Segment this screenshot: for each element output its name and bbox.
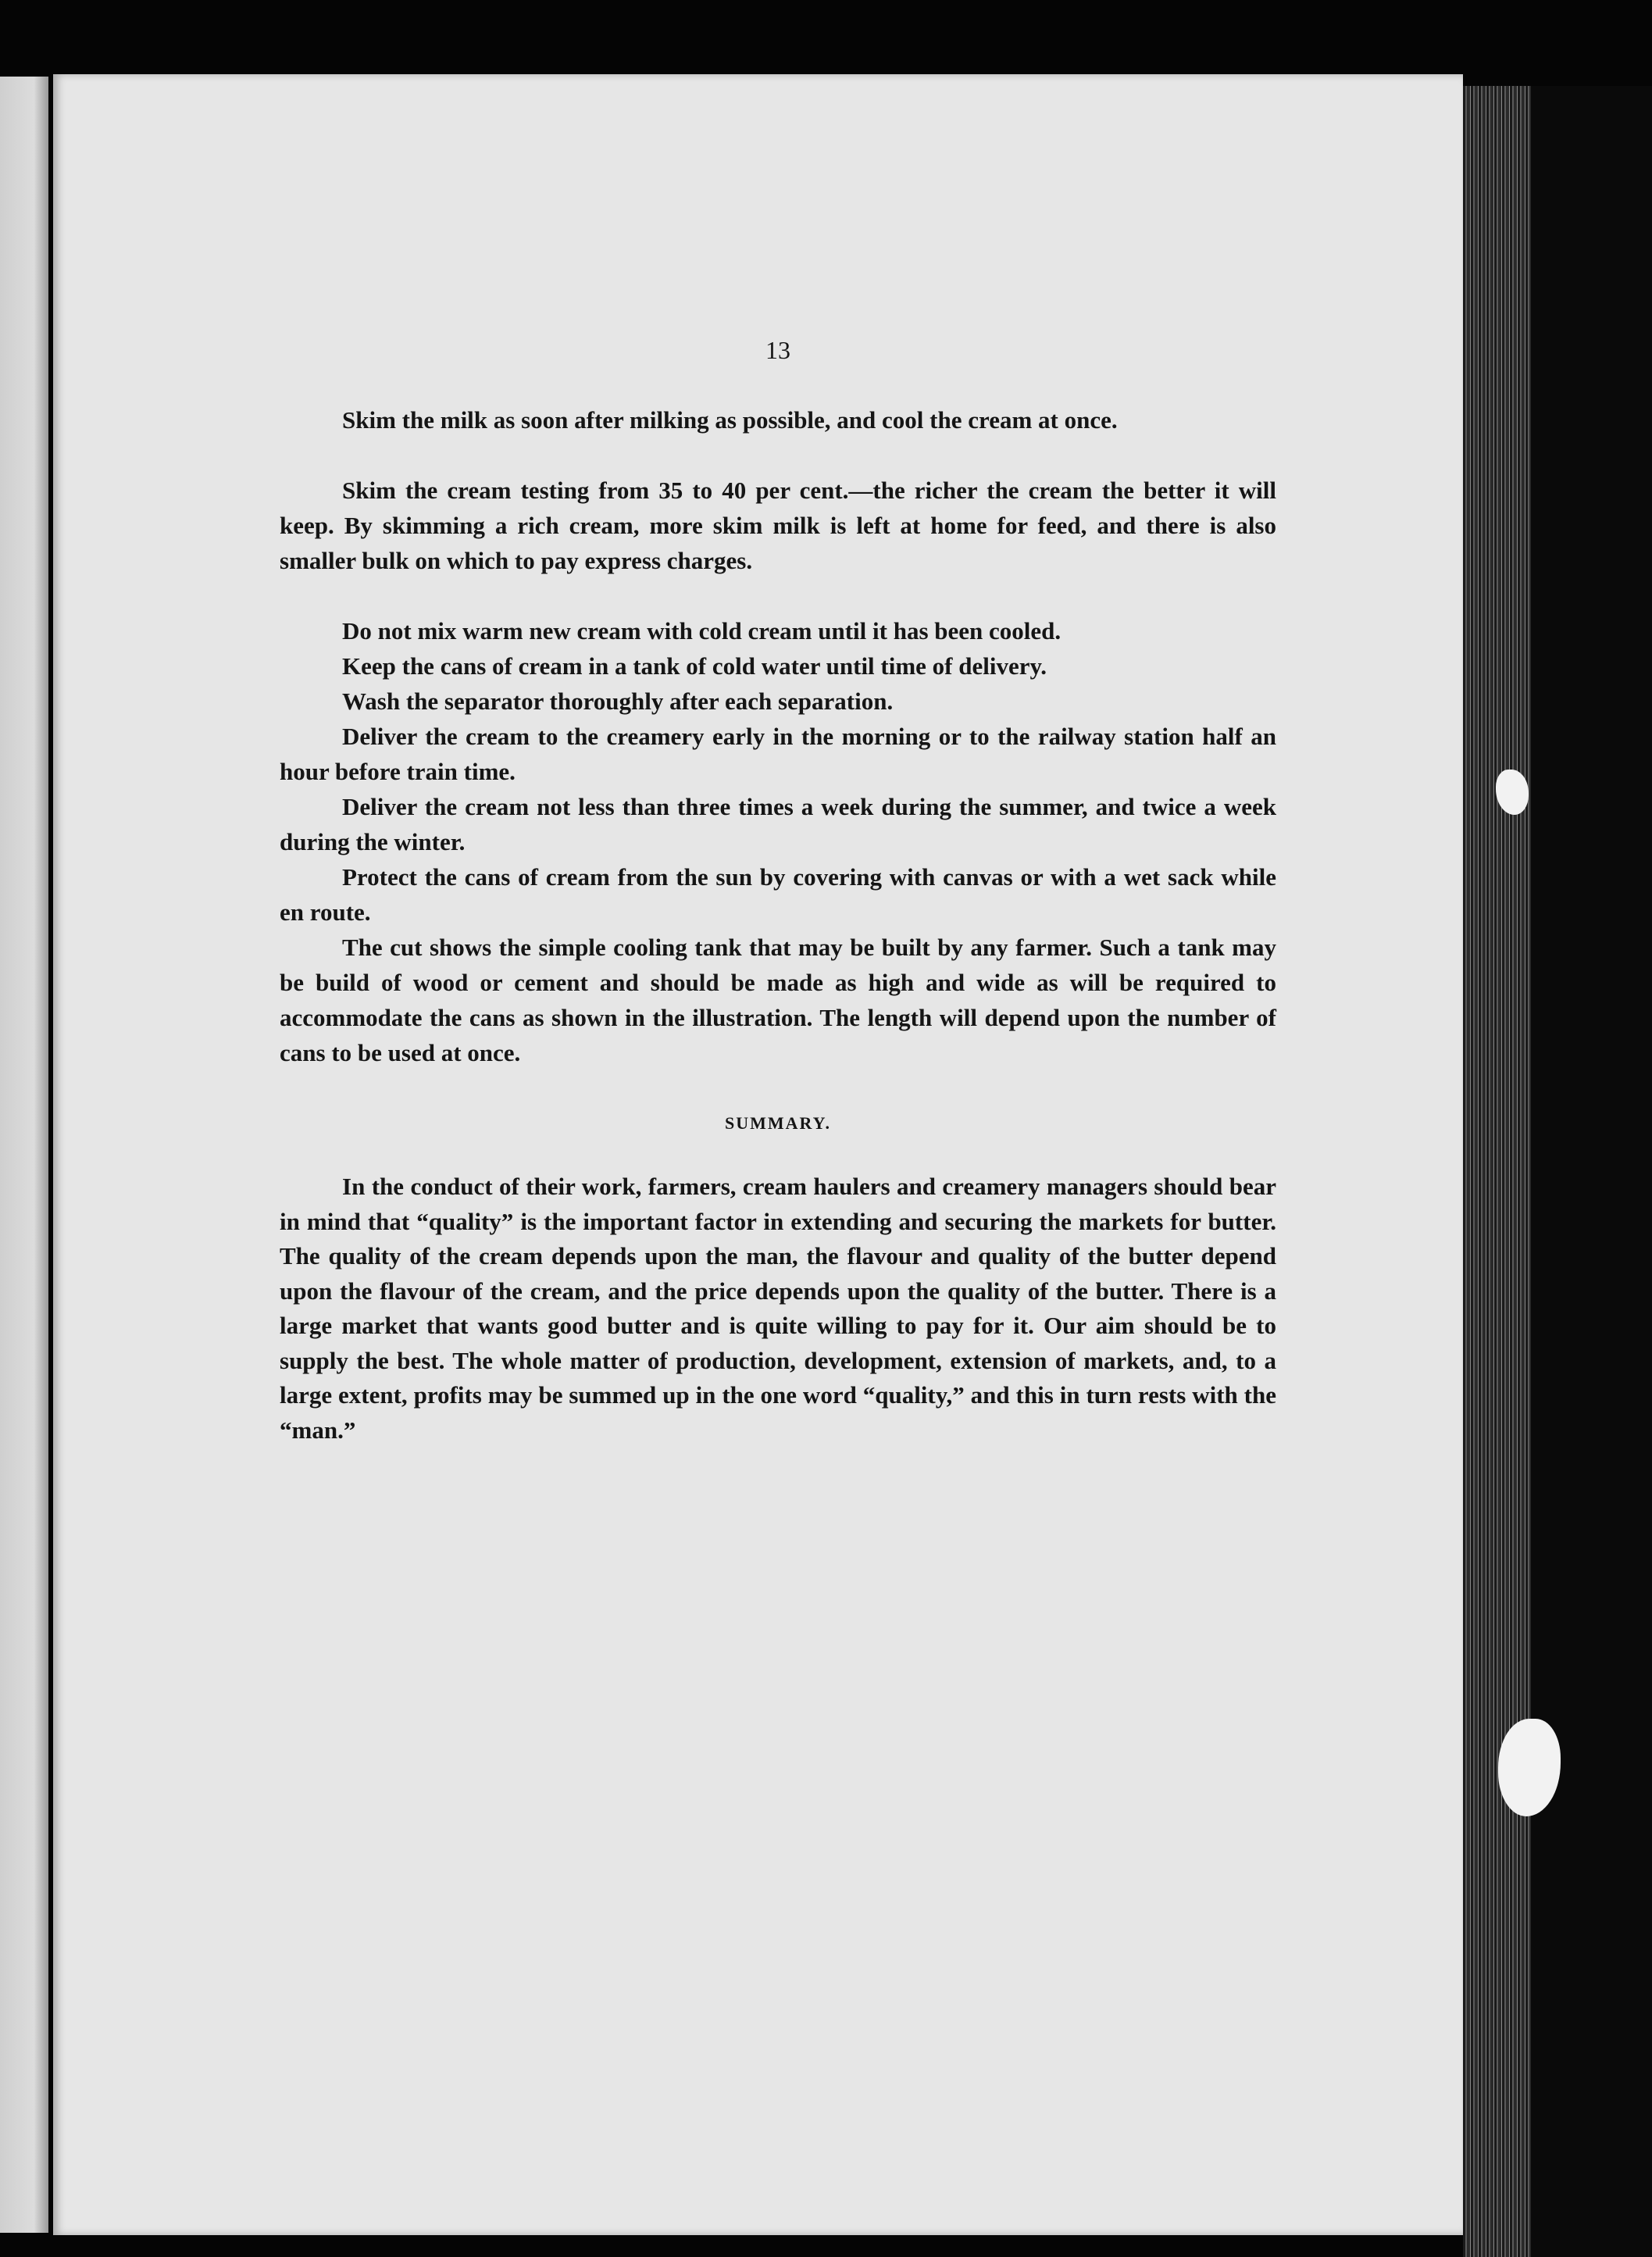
paragraph: Skim the milk as soon after milking as possible, and cool the cream at once.: [342, 406, 1118, 434]
paragraph: Deliver the cream not less than three times a week during the summer, and twice a week during the winter.: [280, 793, 1276, 855]
section-heading: SUMMARY.: [724, 1113, 832, 1133]
paragraph: Keep the cans of cream in a tank of cold water until time of delivery.: [342, 652, 1047, 680]
book-cover-shadow: [1531, 86, 1652, 2257]
paragraph: Protect the cans of cream from the sun by covering with canvas or with a wet sack while en route.: [280, 863, 1276, 926]
paragraph: Wash the separator thoroughly after each separation.: [342, 687, 894, 715]
adjacent-page-edge: [0, 77, 48, 2233]
paragraph: Deliver the cream to the creamery early in the morning or to the railway station half an hour before train time.: [280, 723, 1276, 785]
paragraph: The cut shows the simple cooling tank that may be built by any farmer. Such a tank may be build of wood or cement and should be made as high and wide as will be required to accommodate the cans as shown in the illustration. The length will depend upon the number of cans to be used at once.: [280, 934, 1276, 1066]
summary-paragraph: In the conduct of their work, farmers, cream haulers and creamery managers should bear in mind that “quality” is the important factor in extending and securing the markets for butter. The quality of the cream depends upon the man, the flavour and quality of the butter depend upon the flavour of the cream, and the price depends upon the quality of the butter. There is a large market that wants good butter and is quite willing to pay for it. Our aim should be to supply the best. The whole matter of production, development, extension of markets, and, to a large extent, profits may be summed up in the one word “quality,” and this in turn rests with the “man.”: [280, 1173, 1276, 1444]
paragraph: Skim the cream testing from 35 to 40 per cent.—the richer the cream the better it will keep. By skimming a rich cream, more skim milk is left at home for feed, and there is also smaller bulk on which to pay express charges.: [280, 477, 1276, 574]
document-page: [53, 74, 1463, 2235]
page-number: 13: [765, 336, 790, 364]
paragraph: Do not mix warm new cream with cold cream until it has been cooled.: [342, 617, 1061, 645]
